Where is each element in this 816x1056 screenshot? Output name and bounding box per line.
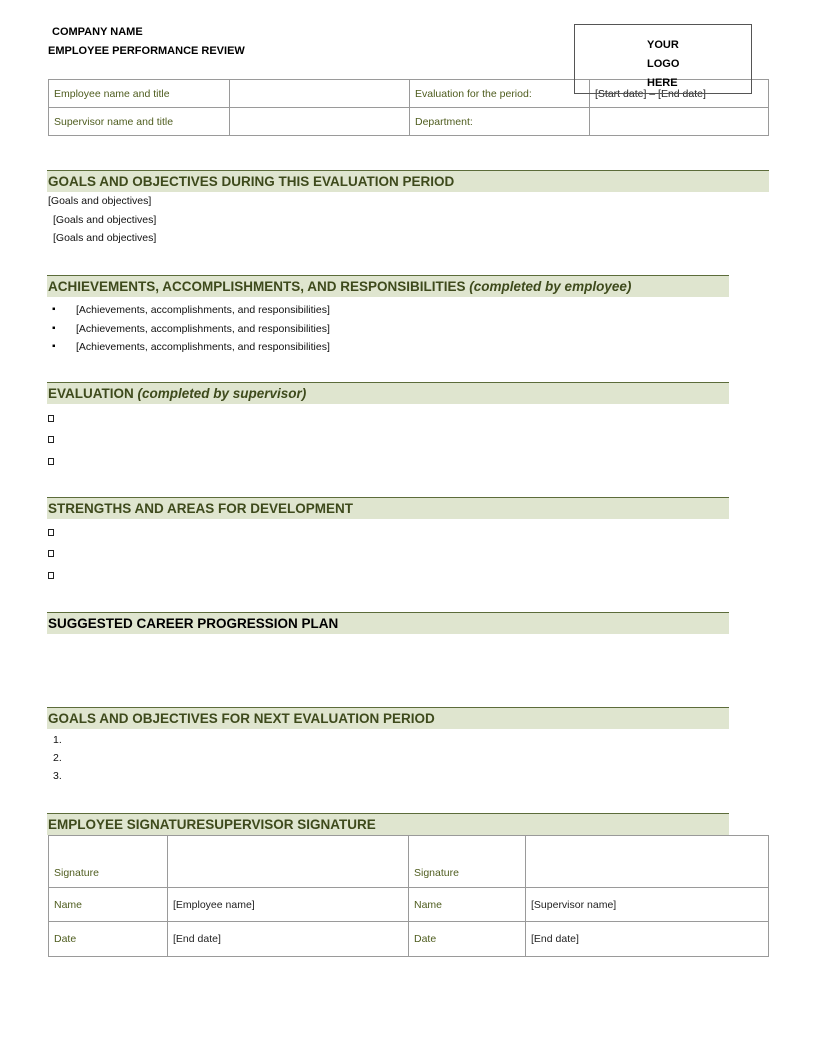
bullet-icon: ▪ — [52, 323, 56, 334]
achievements-section-header — [47, 275, 729, 297]
section-title-note: (completed by employee) — [469, 279, 632, 294]
numbered-item[interactable]: 2. — [53, 752, 62, 764]
checkbox-icon[interactable] — [48, 529, 54, 536]
signature-table — [48, 835, 769, 957]
table-row — [49, 108, 769, 136]
checkbox-icon[interactable] — [48, 458, 54, 465]
supervisor-name-label: Name — [409, 888, 526, 922]
next-goals-section-header — [47, 707, 729, 729]
checkbox-icon[interactable] — [48, 550, 54, 557]
evaluation-period-label: Evaluation for the period: — [410, 80, 590, 108]
section-title-note: (completed by supervisor) — [137, 386, 307, 401]
logo-line: YOUR — [647, 39, 679, 51]
signature-section-header — [47, 813, 729, 835]
career-section-header — [47, 612, 729, 634]
document-title: EMPLOYEE PERFORMANCE REVIEW — [48, 45, 245, 57]
section-title: STRENGTHS AND AREAS FOR DEVELOPMENT — [48, 501, 354, 516]
table-row — [49, 888, 769, 922]
table-row — [49, 922, 769, 957]
section-title: GOALS AND OBJECTIVES DURING THIS EVALUATION PERIOD — [48, 174, 455, 189]
supervisor-signature-label: Signature — [409, 836, 526, 888]
employee-name-field[interactable] — [230, 80, 410, 108]
employee-name-label: Name — [49, 888, 168, 922]
bullet-icon: ▪ — [52, 304, 56, 315]
department-field[interactable] — [590, 108, 769, 136]
bullet-icon: ▪ — [52, 341, 56, 352]
table-row — [49, 836, 769, 888]
goal-item[interactable]: [Goals and objectives] — [53, 232, 157, 244]
evaluation-period-field[interactable]: [Start date] – [End date] — [590, 80, 769, 108]
strengths-section-header — [47, 497, 729, 519]
evaluation-section-header — [47, 382, 729, 404]
supervisor-date-value[interactable]: [End date] — [526, 922, 769, 957]
supervisor-name-label: Supervisor name and title — [49, 108, 230, 136]
checkbox-icon[interactable] — [48, 572, 54, 579]
achievement-item[interactable]: [Achievements, accomplishments, and responsibilities] — [76, 304, 330, 316]
section-title: SUGGESTED CAREER PROGRESSION PLAN — [48, 616, 339, 631]
section-title: GOALS AND OBJECTIVES FOR NEXT EVALUATION PERIOD — [48, 711, 435, 726]
logo-placeholder — [574, 24, 752, 94]
section-title: EMPLOYEE SIGNATURESUPERVISOR SIGNATURE — [48, 817, 376, 832]
employee-date-label: Date — [49, 922, 168, 957]
employee-name-label: Employee name and title — [49, 80, 230, 108]
goal-item[interactable]: [Goals and objectives] — [53, 214, 157, 226]
checkbox-icon[interactable] — [48, 415, 54, 422]
section-title: ACHIEVEMENTS, ACCOMPLISHMENTS, AND RESPONSIBILITIES — [48, 279, 466, 294]
numbered-item[interactable]: 1. — [53, 734, 62, 746]
employee-signature-label: Signature — [49, 836, 168, 888]
employee-signature-field[interactable] — [168, 836, 409, 888]
logo-line: LOGO — [647, 58, 680, 70]
logo-line: HERE — [647, 77, 678, 89]
supervisor-name-field[interactable] — [230, 108, 410, 136]
employee-date-value[interactable]: [End date] — [168, 922, 409, 957]
supervisor-signature-field[interactable] — [526, 836, 769, 888]
goal-item[interactable]: [Goals and objectives] — [48, 195, 152, 207]
section-title: EVALUATION — [48, 386, 134, 401]
checkbox-icon[interactable] — [48, 436, 54, 443]
supervisor-name-value[interactable]: [Supervisor name] — [526, 888, 769, 922]
employee-name-value[interactable]: [Employee name] — [168, 888, 409, 922]
supervisor-date-label: Date — [409, 922, 526, 957]
company-name: COMPANY NAME — [52, 26, 143, 38]
goals-section-header — [47, 170, 769, 192]
department-label: Department: — [410, 108, 590, 136]
numbered-item[interactable]: 3. — [53, 770, 62, 782]
achievement-item[interactable]: [Achievements, accomplishments, and responsibilities] — [76, 341, 330, 353]
achievement-item[interactable]: [Achievements, accomplishments, and responsibilities] — [76, 323, 330, 335]
